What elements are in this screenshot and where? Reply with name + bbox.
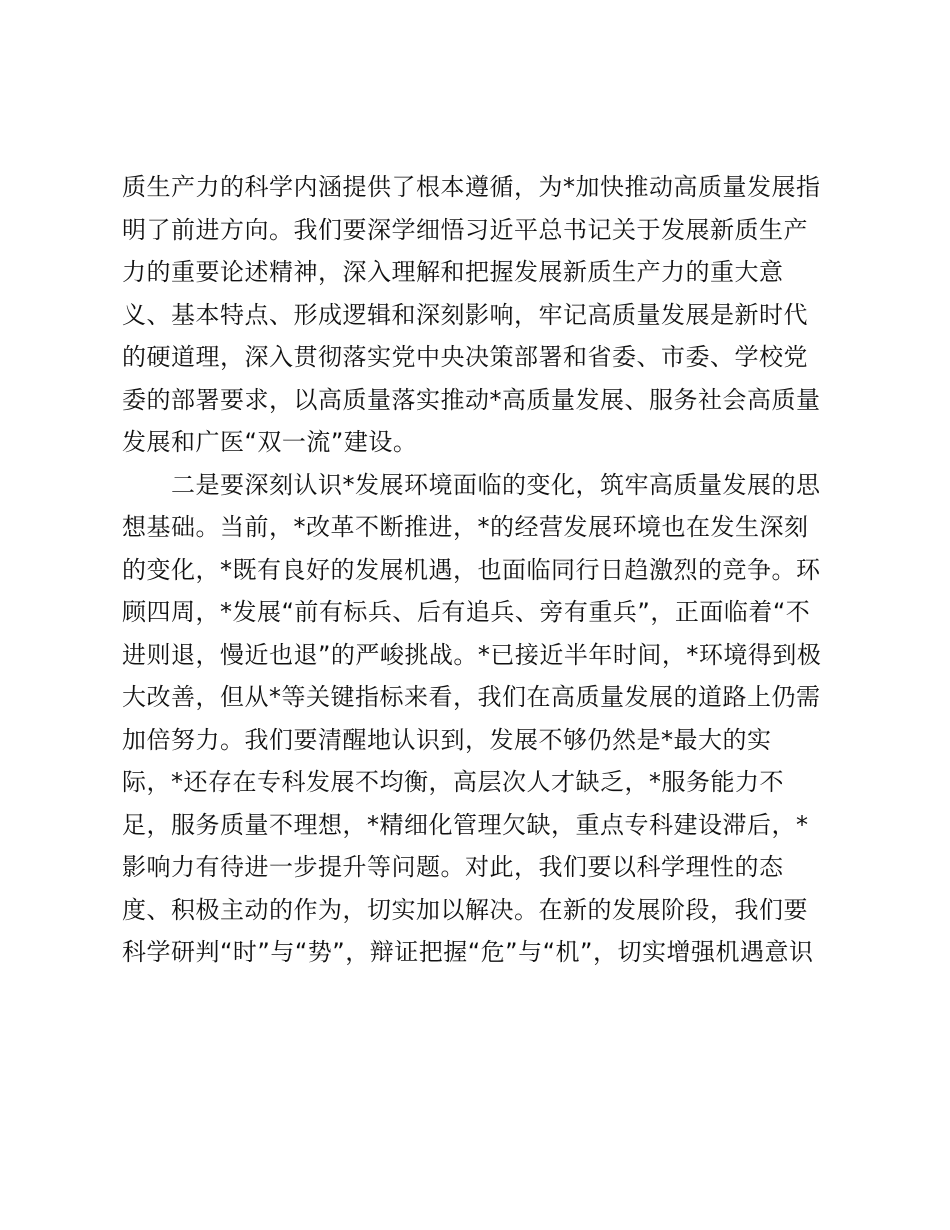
text-line-5: 的硬道理，深入贯彻落实党中央决策部署和省委、市委、学校党 xyxy=(122,343,808,371)
text-line-10: 的变化，*既有良好的发展机遇，也面临同行日趋激烈的竞争。环 xyxy=(122,555,821,584)
text-line-13: 大改善，但从*等关键指标来看，我们在高质量发展的道路上仍需 xyxy=(122,683,821,711)
text-line-3: 力的重要论述精神，深入理解和把握发展新质生产力的重大意 xyxy=(122,258,784,286)
text-line-11: 顾四周，*发展“前有标兵、后有追兵、旁有重兵”，正面临着“不 xyxy=(122,598,811,626)
text-line-9: 想基础。当前，*改革不断推进，*的经营发展环境也在发生深刻 xyxy=(122,513,809,541)
text-line-7: 发展和广医“双一流”建设。 xyxy=(122,428,418,456)
text-line-2: 明了前进方向。我们要深学细悟习近平总书记关于发展新质生产 xyxy=(122,215,808,244)
text-line-16: 足，服务质量不理想，*精细化管理欠缺，重点专科建设滞后，* xyxy=(122,810,809,839)
text-line-8: 二是要深刻认识*发展环境面临的变化，筑牢高质量发展的思 xyxy=(122,470,821,499)
text-line-4: 义、基本特点、形成逻辑和深刻影响，牢记高质量发展是新时代 xyxy=(122,300,808,329)
text-line-17: 影响力有待进一步提升等问题。对此，我们要以科学理性的态 xyxy=(122,853,784,881)
text-line-18: 度、积极主动的作为，切实加以解决。在新的发展阶段，我们要 xyxy=(122,895,808,924)
text-line-12: 进则退，慢近也退”的严峻挑战。*已接近半年时间，*环境得到极 xyxy=(122,640,822,669)
text-line-15: 际，*还存在专科发展不均衡，高层次人才缺乏，*服务能力不 xyxy=(122,768,784,796)
text-line-14: 加倍努力。我们要清醒地认识到，发展不够仍然是*最大的实 xyxy=(122,725,772,754)
text-line-1: 质生产力的科学内涵提供了根本遵循，为*加快推动高质量发展指 xyxy=(122,173,821,201)
body-text xyxy=(122,166,842,974)
text-line-6: 委的部署要求，以高质量落实推动*高质量发展、服务社会高质量 xyxy=(122,385,821,414)
text-line-19: 科学研判“时”与“势”，辩证把握“危”与“机”，切实增强机遇意识 xyxy=(122,938,814,966)
